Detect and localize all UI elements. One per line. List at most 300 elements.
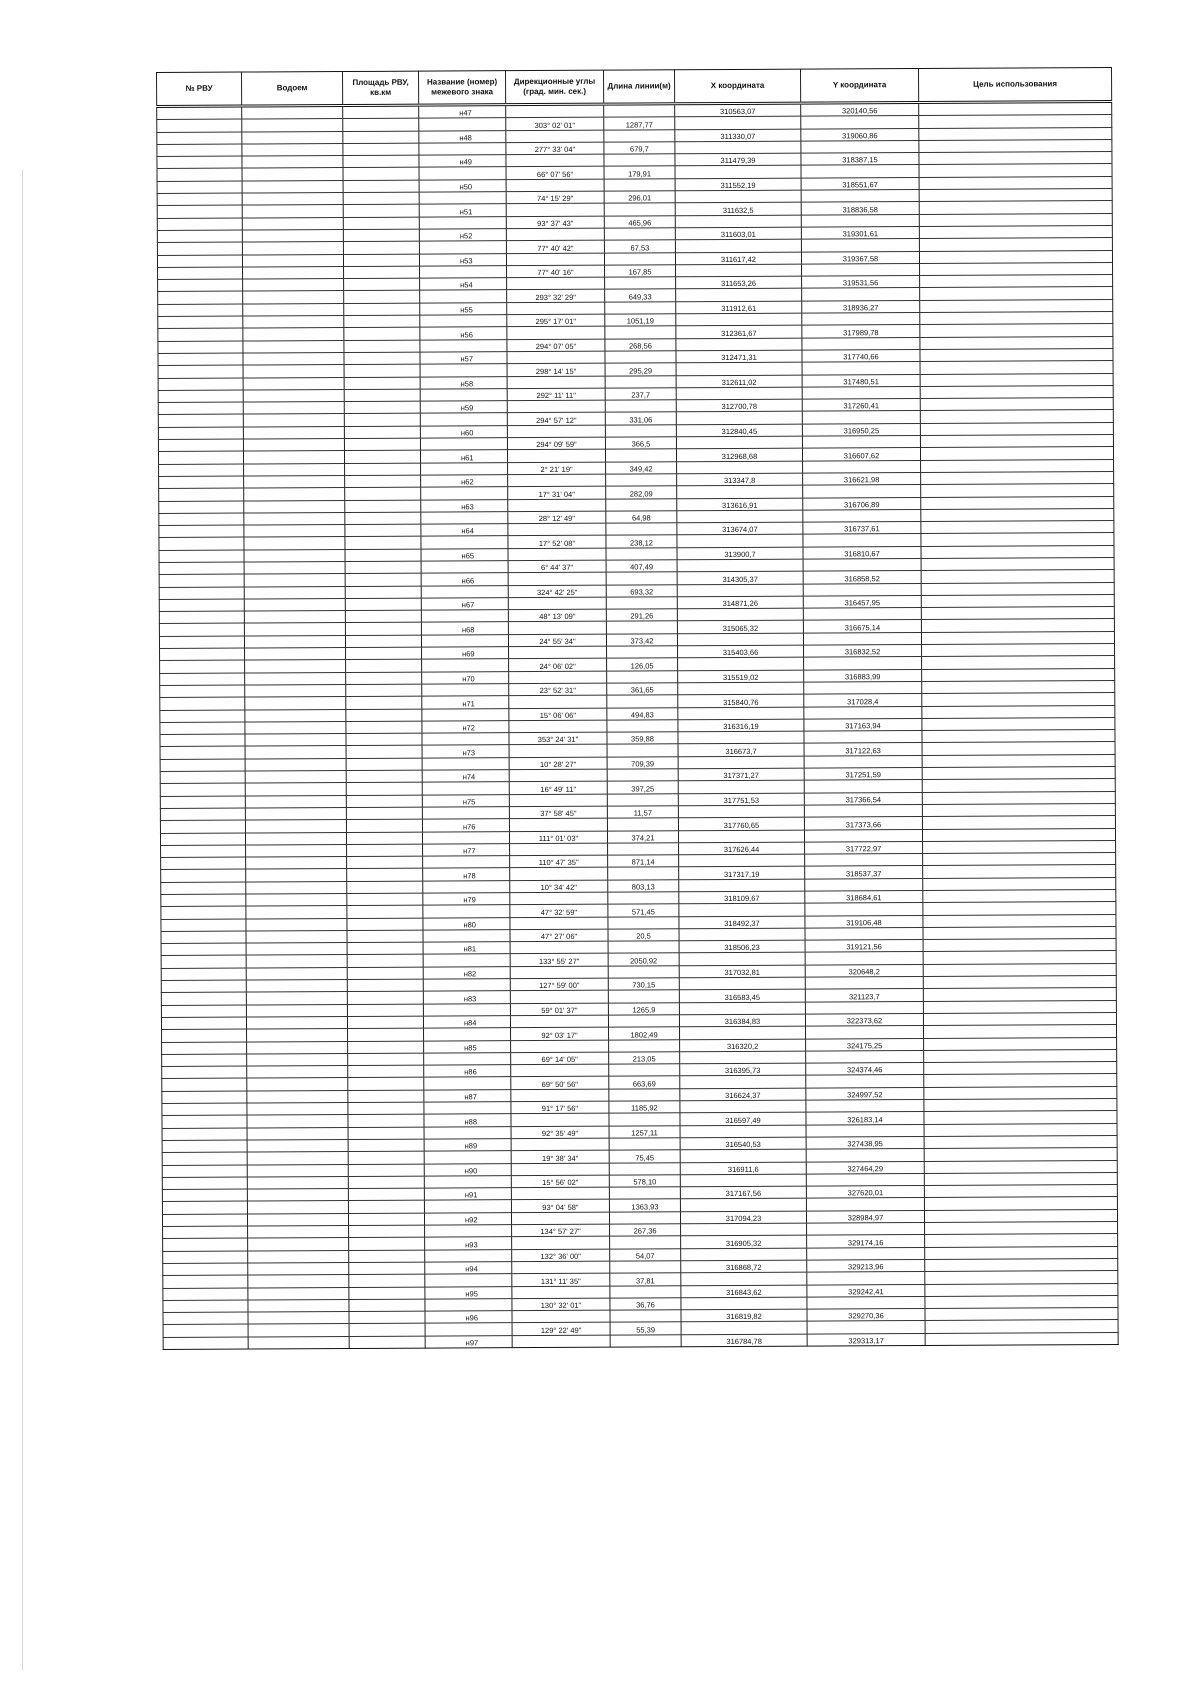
direction-angle-cell: 324° 42' 25" xyxy=(508,585,606,598)
direction-angle-cell xyxy=(511,1187,609,1200)
boundary-mark-cell: н81 xyxy=(423,942,510,955)
area-cell xyxy=(347,844,423,857)
direction-angle-cell: 69° 50' 56" xyxy=(511,1077,609,1090)
purpose-cell xyxy=(921,557,1114,570)
boundary-mark-cell: н68 xyxy=(421,622,508,635)
purpose-cell xyxy=(924,1148,1117,1161)
area-cell xyxy=(345,549,421,562)
purpose-cell xyxy=(924,1074,1117,1087)
area-cell xyxy=(346,782,422,795)
water-body-cell xyxy=(246,857,347,870)
rvu-number-cell xyxy=(161,943,246,956)
rvu-number-cell xyxy=(163,1337,248,1350)
y-coordinate-cell xyxy=(805,1001,923,1014)
direction-angle-cell: 129° 22' 49" xyxy=(512,1323,610,1336)
direction-angle-cell xyxy=(509,818,607,831)
purpose-cell xyxy=(920,336,1113,349)
direction-angle-cell xyxy=(506,154,604,167)
purpose-cell xyxy=(925,1295,1118,1308)
boundary-mark-cell xyxy=(420,339,507,352)
line-length-cell xyxy=(609,1211,680,1224)
direction-angle-cell xyxy=(510,843,608,856)
rvu-number-cell xyxy=(158,378,243,391)
water-body-cell xyxy=(245,684,346,697)
area-cell xyxy=(345,586,421,599)
line-length-cell: 64,98 xyxy=(606,511,677,524)
boundary-mark-cell xyxy=(420,438,507,451)
y-coordinate-cell: 316950,25 xyxy=(802,423,920,436)
area-cell xyxy=(347,881,423,894)
line-length-cell xyxy=(604,228,675,241)
y-coordinate-cell: 327438,95 xyxy=(806,1136,924,1149)
water-body-cell xyxy=(246,918,347,931)
y-coordinate-cell: 318537,37 xyxy=(805,866,923,879)
purpose-cell xyxy=(921,631,1114,644)
rvu-number-cell xyxy=(158,390,243,403)
direction-angle-cell xyxy=(508,523,606,536)
area-cell xyxy=(345,463,421,476)
y-coordinate-cell: 319121,56 xyxy=(805,940,923,953)
purpose-cell xyxy=(925,1308,1118,1321)
rvu-number-cell xyxy=(157,205,242,218)
water-body-cell xyxy=(245,783,346,796)
line-length-cell: 709,39 xyxy=(607,757,678,770)
purpose-cell xyxy=(925,1246,1118,1259)
boundary-mark-cell xyxy=(422,782,509,795)
rvu-number-cell xyxy=(158,451,243,464)
direction-angle-cell: 293° 32' 29" xyxy=(507,290,605,303)
y-coordinate-cell xyxy=(803,509,921,522)
purpose-cell xyxy=(925,1271,1118,1284)
x-coordinate-cell xyxy=(677,584,803,597)
area-cell xyxy=(344,389,420,402)
y-coordinate-cell xyxy=(806,1075,924,1088)
boundary-mark-cell xyxy=(421,610,508,623)
line-length-cell: 20,5 xyxy=(608,929,679,942)
line-length-cell xyxy=(604,129,675,142)
line-length-cell: 36,76 xyxy=(610,1298,681,1311)
x-coordinate-cell xyxy=(681,1248,807,1261)
x-coordinate-cell: 312700,78 xyxy=(676,399,802,412)
boundary-mark-cell xyxy=(423,905,510,918)
direction-angle-cell: 294° 57' 12" xyxy=(507,413,605,426)
direction-angle-cell xyxy=(507,425,605,438)
purpose-cell xyxy=(920,275,1113,288)
rvu-number-cell xyxy=(159,599,244,612)
area-cell xyxy=(346,746,422,759)
water-body-cell xyxy=(243,328,344,341)
boundary-mark-cell: н72 xyxy=(422,721,509,734)
rvu-number-cell xyxy=(160,808,245,821)
y-coordinate-cell: 316858,52 xyxy=(803,571,921,584)
water-body-cell xyxy=(245,672,346,685)
x-coordinate-cell: 317626,44 xyxy=(679,842,805,855)
water-body-cell xyxy=(242,119,343,132)
direction-angle-cell xyxy=(512,1261,610,1274)
boundary-mark-cell xyxy=(424,1200,511,1213)
rvu-number-cell xyxy=(160,783,245,796)
water-body-cell xyxy=(244,475,345,488)
direction-angle-cell xyxy=(512,1335,610,1348)
water-body-cell xyxy=(245,758,346,771)
x-coordinate-cell: 311479,39 xyxy=(675,153,801,166)
water-body-cell xyxy=(245,660,346,673)
water-body-cell xyxy=(247,1189,348,1202)
purpose-cell xyxy=(922,779,1115,792)
purpose-cell xyxy=(924,1209,1117,1222)
y-coordinate-cell xyxy=(804,780,922,793)
purpose-cell xyxy=(925,1258,1118,1271)
boundary-mark-cell xyxy=(421,561,508,574)
y-coordinate-cell: 329174,16 xyxy=(807,1235,925,1248)
direction-angle-cell xyxy=(506,253,604,266)
area-cell xyxy=(347,991,423,1004)
water-body-cell xyxy=(247,1213,348,1226)
x-coordinate-cell: 311552,19 xyxy=(675,178,801,191)
direction-angle-cell: 132° 36' 00" xyxy=(512,1249,610,1262)
direction-angle-cell: 66° 07' 56" xyxy=(506,167,604,180)
area-cell xyxy=(349,1237,425,1250)
direction-angle-cell: 77° 40' 16" xyxy=(507,265,605,278)
boundary-mark-cell: н47 xyxy=(419,105,506,119)
direction-angle-cell xyxy=(510,966,608,979)
y-coordinate-cell xyxy=(801,165,919,178)
direction-angle-cell: 2° 21' 19" xyxy=(508,462,606,475)
rvu-number-cell xyxy=(157,230,242,243)
purpose-cell xyxy=(920,385,1113,398)
line-length-cell: 1257,11 xyxy=(609,1125,680,1138)
water-body-cell xyxy=(248,1336,349,1349)
line-length-cell: 267,36 xyxy=(610,1224,681,1237)
y-coordinate-cell: 316675,14 xyxy=(803,620,921,633)
y-coordinate-cell xyxy=(806,1173,924,1186)
rvu-number-cell xyxy=(160,722,245,735)
area-cell xyxy=(344,438,420,451)
rvu-number-cell xyxy=(159,525,244,538)
direction-angle-cell xyxy=(508,499,606,512)
water-body-cell xyxy=(246,869,347,882)
rvu-number-cell xyxy=(157,119,242,132)
y-coordinate-cell xyxy=(805,878,923,891)
boundary-mark-cell: н58 xyxy=(420,376,507,389)
boundary-mark-cell: н80 xyxy=(423,917,510,930)
y-coordinate-cell: 317251,59 xyxy=(804,768,922,781)
water-body-cell xyxy=(246,930,347,943)
water-body-cell xyxy=(244,537,345,550)
water-body-cell xyxy=(248,1275,349,1288)
direction-angle-cell xyxy=(510,1015,608,1028)
area-cell xyxy=(347,979,423,992)
direction-angle-cell: 6° 44' 37" xyxy=(508,560,606,573)
purpose-cell xyxy=(920,447,1113,460)
water-body-cell xyxy=(245,832,346,845)
area-cell xyxy=(349,1299,425,1312)
water-body-cell xyxy=(245,807,346,820)
purpose-cell xyxy=(922,791,1115,804)
area-cell xyxy=(343,155,419,168)
line-length-cell xyxy=(606,498,677,511)
rvu-number-cell xyxy=(162,1152,247,1165)
area-cell xyxy=(345,487,421,500)
y-coordinate-cell: 327620,01 xyxy=(806,1186,924,1199)
water-body-cell xyxy=(243,279,344,292)
purpose-cell xyxy=(924,1025,1117,1038)
x-coordinate-cell: 313674,07 xyxy=(677,522,803,535)
direction-angle-cell: 298° 14' 15" xyxy=(507,363,605,376)
direction-angle-cell: 134° 57' 27" xyxy=(512,1224,610,1237)
y-coordinate-cell xyxy=(801,239,919,252)
purpose-cell xyxy=(924,1185,1117,1198)
x-coordinate-cell: 316868,72 xyxy=(681,1260,807,1273)
area-cell xyxy=(346,659,422,672)
area-cell xyxy=(343,180,419,193)
area-cell xyxy=(346,721,422,734)
direction-angle-cell: 292° 11' 11" xyxy=(507,388,605,401)
y-coordinate-cell: 316706,89 xyxy=(803,497,921,510)
purpose-cell xyxy=(922,828,1115,841)
rvu-number-cell xyxy=(162,1177,247,1190)
purpose-cell xyxy=(920,361,1113,374)
line-length-cell xyxy=(609,1162,680,1175)
water-body-cell xyxy=(247,1201,348,1214)
area-cell xyxy=(344,315,420,328)
direction-angle-cell: 17° 52' 08" xyxy=(508,536,606,549)
area-cell xyxy=(347,905,423,918)
line-length-cell: 282,09 xyxy=(606,486,677,499)
y-coordinate-cell xyxy=(801,214,919,227)
area-cell xyxy=(343,254,419,267)
area-cell xyxy=(347,1016,423,1029)
rvu-number-cell xyxy=(163,1288,248,1301)
water-body-cell xyxy=(245,820,346,833)
x-coordinate-cell xyxy=(680,1199,806,1212)
boundary-mark-cell xyxy=(419,167,506,180)
y-coordinate-cell xyxy=(804,657,922,670)
y-coordinate-cell xyxy=(804,706,922,719)
purpose-cell xyxy=(921,545,1114,558)
direction-angle-cell xyxy=(509,671,607,684)
water-body-cell xyxy=(242,217,343,230)
area-cell xyxy=(347,930,423,943)
direction-angle-cell xyxy=(506,228,604,241)
line-length-cell xyxy=(608,892,679,905)
water-body-cell xyxy=(246,1016,347,1029)
line-length-cell xyxy=(605,302,676,315)
area-cell xyxy=(344,401,420,414)
purpose-cell xyxy=(923,939,1116,952)
rvu-number-cell xyxy=(157,181,242,194)
x-coordinate-cell: 316911,6 xyxy=(680,1162,806,1175)
y-coordinate-cell: 322373,62 xyxy=(805,1013,923,1026)
y-coordinate-cell xyxy=(806,1050,924,1063)
water-body-cell xyxy=(246,1004,347,1017)
rvu-number-cell xyxy=(158,292,243,305)
water-body-cell xyxy=(248,1312,349,1325)
area-cell xyxy=(343,143,419,156)
boundary-mark-cell: н79 xyxy=(423,893,510,906)
x-coordinate-cell: 312840,45 xyxy=(676,424,802,437)
purpose-cell xyxy=(921,570,1114,583)
purpose-cell xyxy=(921,619,1114,632)
purpose-cell xyxy=(919,213,1112,226)
rvu-number-cell xyxy=(159,574,244,587)
purpose-cell xyxy=(923,840,1116,853)
boundary-mark-cell xyxy=(421,511,508,524)
boundary-mark-cell: н83 xyxy=(423,991,510,1004)
rvu-number-cell xyxy=(163,1238,248,1251)
rvu-number-cell xyxy=(160,746,245,759)
x-coordinate-cell: 316583,45 xyxy=(679,989,805,1002)
x-coordinate-cell: 318492,37 xyxy=(679,916,805,929)
direction-angle-cell xyxy=(506,179,604,192)
y-coordinate-cell xyxy=(804,804,922,817)
area-cell xyxy=(348,1139,424,1152)
direction-angle-cell: 10° 34' 42" xyxy=(510,880,608,893)
rvu-number-cell xyxy=(159,476,244,489)
water-body-cell xyxy=(246,894,347,907)
x-coordinate-cell xyxy=(678,780,804,793)
purpose-cell xyxy=(924,1123,1117,1136)
rvu-number-cell xyxy=(162,1091,247,1104)
boundary-coordinates-table xyxy=(156,67,1119,1350)
x-coordinate-cell xyxy=(676,412,802,425)
boundary-mark-cell xyxy=(421,585,508,598)
y-coordinate-cell: 316457,95 xyxy=(803,595,921,608)
boundary-mark-cell: н73 xyxy=(422,745,509,758)
y-coordinate-cell xyxy=(801,140,919,153)
rvu-number-cell xyxy=(162,1140,247,1153)
purpose-cell xyxy=(919,115,1112,128)
area-cell xyxy=(349,1287,425,1300)
line-length-cell: 663,69 xyxy=(609,1076,680,1089)
area-cell xyxy=(344,266,420,279)
boundary-mark-cell xyxy=(420,364,507,377)
boundary-mark-cell xyxy=(425,1249,512,1262)
x-coordinate-cell xyxy=(677,559,803,572)
direction-angle-cell: 130° 32' 01" xyxy=(512,1298,610,1311)
y-coordinate-cell xyxy=(805,952,923,965)
water-body-cell xyxy=(247,1090,348,1103)
water-body-cell xyxy=(248,1226,349,1239)
y-coordinate-cell xyxy=(803,558,921,571)
rvu-number-cell xyxy=(162,1214,247,1227)
line-length-cell xyxy=(610,1261,681,1274)
purpose-cell xyxy=(922,767,1115,780)
boundary-mark-cell xyxy=(421,462,508,475)
y-coordinate-cell xyxy=(802,436,920,449)
boundary-mark-cell: н61 xyxy=(420,450,507,463)
x-coordinate-cell xyxy=(677,510,803,523)
line-length-cell: 238,12 xyxy=(606,535,677,548)
boundary-mark-cell: н69 xyxy=(422,647,509,660)
boundary-mark-cell xyxy=(424,1077,511,1090)
rvu-number-cell xyxy=(161,980,246,993)
rvu-number-cell xyxy=(161,1017,246,1030)
direction-angle-cell xyxy=(506,204,604,217)
x-coordinate-cell: 317317,19 xyxy=(679,867,805,880)
boundary-mark-cell: н95 xyxy=(425,1286,512,1299)
y-coordinate-cell xyxy=(807,1223,925,1236)
direction-angle-cell: 16° 49' 11" xyxy=(509,781,607,794)
water-body-cell xyxy=(245,697,346,710)
x-coordinate-cell xyxy=(680,1051,806,1064)
boundary-mark-cell: н50 xyxy=(419,179,506,192)
direction-angle-cell: 127° 59' 00" xyxy=(510,978,608,991)
line-length-cell xyxy=(605,375,676,388)
boundary-mark-cell: н66 xyxy=(421,573,508,586)
direction-angle-cell xyxy=(507,449,605,462)
direction-angle-cell xyxy=(511,1089,609,1102)
rvu-number-cell xyxy=(160,685,245,698)
line-length-cell: 2050,92 xyxy=(608,953,679,966)
x-coordinate-cell: 317167,56 xyxy=(680,1186,806,1199)
area-cell xyxy=(346,795,422,808)
boundary-mark-cell xyxy=(425,1274,512,1287)
direction-angle-cell: 110° 47' 35" xyxy=(510,855,608,868)
rvu-number-cell xyxy=(162,1054,247,1067)
area-cell xyxy=(348,1127,424,1140)
area-cell xyxy=(346,758,422,771)
x-coordinate-cell: 317760,65 xyxy=(678,817,804,830)
purpose-cell xyxy=(923,914,1116,927)
purpose-cell xyxy=(919,164,1112,177)
y-coordinate-cell: 329270,36 xyxy=(807,1309,925,1322)
line-length-cell: 167,85 xyxy=(605,265,676,278)
x-coordinate-cell: 316384,83 xyxy=(679,1014,805,1027)
x-coordinate-cell xyxy=(681,1297,807,1310)
purpose-cell xyxy=(923,1000,1116,1013)
area-cell xyxy=(343,192,419,205)
purpose-cell xyxy=(924,1062,1117,1075)
boundary-mark-cell: н90 xyxy=(424,1163,511,1176)
rvu-number-cell xyxy=(162,1078,247,1091)
rvu-number-cell xyxy=(157,218,242,231)
water-body-cell xyxy=(243,266,344,279)
direction-angle-cell: 277° 33' 04" xyxy=(506,142,604,155)
rvu-number-cell xyxy=(158,353,243,366)
scan-edge-line xyxy=(22,170,23,1670)
purpose-cell xyxy=(922,717,1115,730)
line-length-cell xyxy=(604,203,675,216)
x-coordinate-cell xyxy=(679,854,805,867)
line-length-cell: 465,96 xyxy=(604,215,675,228)
direction-angle-cell: 93° 37' 43" xyxy=(506,216,604,229)
water-body-cell xyxy=(245,746,346,759)
rvu-number-cell xyxy=(157,169,242,182)
y-coordinate-cell: 320648,2 xyxy=(805,964,923,977)
x-coordinate-cell xyxy=(680,1149,806,1162)
rvu-number-cell xyxy=(163,1300,248,1313)
direction-angle-cell xyxy=(508,597,606,610)
rvu-number-cell xyxy=(158,341,243,354)
x-coordinate-cell xyxy=(677,461,803,474)
direction-angle-cell: 24° 55' 34" xyxy=(508,634,606,647)
y-coordinate-cell: 316737,61 xyxy=(803,522,921,535)
water-body-cell xyxy=(245,795,346,808)
x-coordinate-cell xyxy=(678,682,804,695)
y-coordinate-cell xyxy=(807,1247,925,1260)
rvu-number-cell xyxy=(157,255,242,268)
water-body-cell xyxy=(243,451,344,464)
rvu-number-cell xyxy=(159,550,244,563)
purpose-cell xyxy=(924,1037,1117,1050)
purpose-cell xyxy=(924,1099,1117,1112)
y-coordinate-cell: 317373,66 xyxy=(804,817,922,830)
line-length-cell xyxy=(604,154,675,167)
line-length-cell: 237,7 xyxy=(605,388,676,401)
purpose-cell xyxy=(923,963,1116,976)
direction-angle-cell: 294° 09' 59" xyxy=(507,437,605,450)
